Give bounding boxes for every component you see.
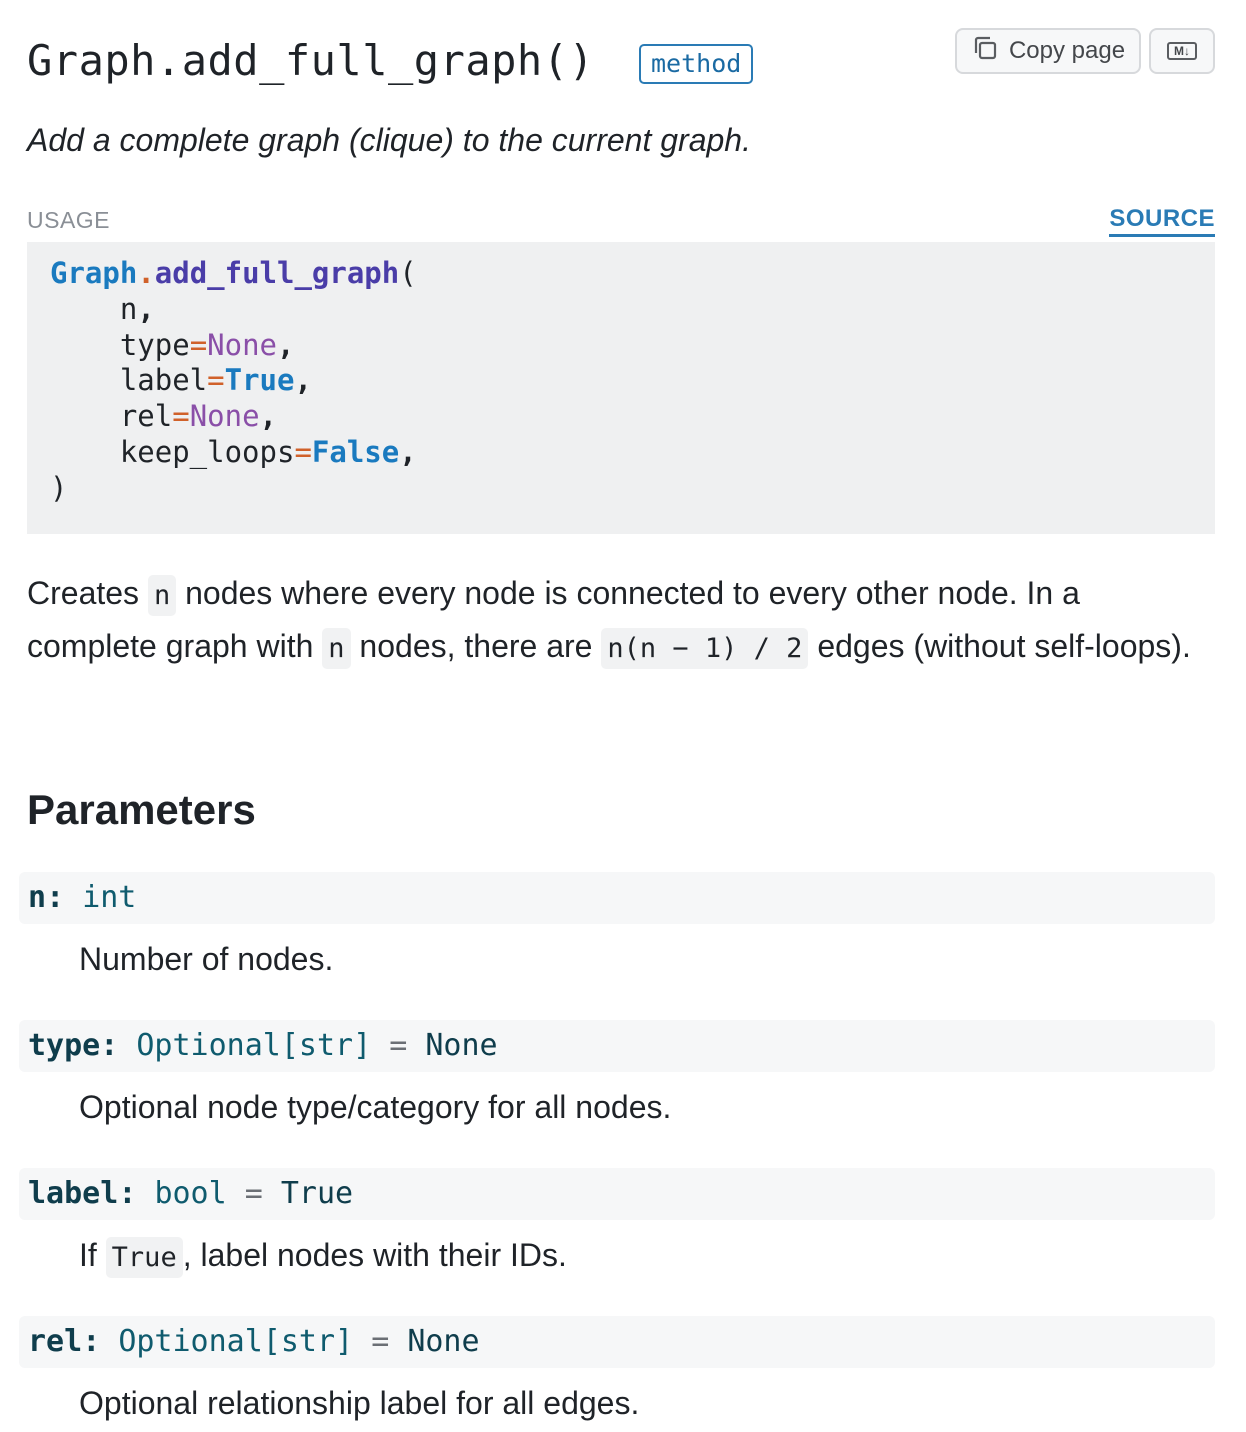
code-param-name: keep_loops	[119, 434, 295, 469]
copy-page-label: Copy page	[1008, 37, 1126, 64]
method-badge: method	[639, 44, 753, 84]
code-class: Graph	[50, 256, 138, 290]
page-title: Graph.add_full_graph()	[27, 36, 595, 85]
param-signature-label	[19, 1168, 1215, 1220]
code-comma: ,	[294, 363, 312, 398]
code-equals: =	[172, 399, 190, 434]
code-equals: =	[189, 327, 208, 362]
param-default: True	[280, 1176, 354, 1211]
param-default: None	[407, 1324, 480, 1359]
code-equals: =	[207, 363, 225, 398]
code-comma: ,	[399, 434, 417, 469]
inline-code: n	[322, 628, 350, 669]
source-link[interactable]: SOURCE	[1109, 205, 1215, 237]
usage-label: USAGE	[27, 207, 111, 233]
param-name: label	[28, 1176, 119, 1211]
param-equals: =	[244, 1176, 263, 1211]
param-description-n: Number of nodes.	[79, 941, 334, 977]
param-colon: :	[46, 880, 65, 915]
param-description-rel: Optional relationship label for all edges.	[79, 1385, 640, 1421]
code-close-paren: )	[50, 470, 68, 505]
method-description	[27, 568, 1217, 674]
param-colon: :	[118, 1176, 137, 1211]
code-dot: .	[137, 256, 155, 290]
markdown-icon: M↓	[1167, 42, 1197, 60]
code-param-name: n	[119, 291, 138, 326]
param-type: Optional[str]	[136, 1028, 372, 1063]
code-param-value: True	[224, 363, 295, 398]
code-param-value: False	[311, 434, 400, 469]
usage-code-block	[27, 242, 1215, 534]
code-param-name: rel	[119, 399, 173, 434]
description-text: nodes where every node is connected to every other node. In a complete graph with	[27, 575, 1080, 664]
copy-page-button[interactable]	[955, 28, 1141, 74]
description-text: nodes, there are	[350, 628, 602, 664]
description-text: Creates	[27, 575, 148, 611]
parameters-heading: Parameters	[27, 786, 256, 833]
param-equals: =	[389, 1028, 408, 1063]
param-type: int	[82, 880, 137, 915]
param-signature-rel	[19, 1316, 1215, 1368]
description-text: , label nodes with their IDs.	[182, 1237, 567, 1273]
inline-code: True	[106, 1237, 183, 1278]
markdown-button[interactable]	[1149, 28, 1215, 74]
code-function: add_full_graph	[154, 256, 400, 290]
code-comma: ,	[137, 291, 155, 326]
param-description-type: Optional node type/category for all nodes.	[79, 1089, 672, 1125]
code-param-name: type	[119, 327, 190, 362]
param-name: n	[28, 880, 47, 915]
code-equals: =	[294, 434, 312, 469]
param-signature-type	[19, 1020, 1215, 1072]
code-param-value: None	[189, 399, 260, 434]
inline-code: n	[148, 575, 176, 616]
code-param-name: label	[119, 363, 208, 398]
copy-icon	[971, 34, 999, 69]
param-description-label	[79, 1237, 567, 1274]
code-comma: ,	[259, 399, 278, 434]
param-type: bool	[154, 1176, 227, 1211]
code-comma: ,	[277, 327, 295, 362]
param-default: None	[425, 1028, 498, 1063]
description-text: If	[79, 1237, 106, 1273]
method-summary: Add a complete graph (clique) to the current graph.	[27, 122, 751, 158]
param-type: Optional[str]	[118, 1324, 354, 1359]
param-colon: :	[100, 1028, 119, 1063]
inline-code: n(n − 1) / 2	[601, 628, 808, 669]
param-equals: =	[371, 1324, 390, 1359]
description-text: edges (without self-loops).	[808, 628, 1191, 664]
param-signature-n	[19, 872, 1215, 924]
code-param-value: None	[207, 327, 277, 362]
param-colon: :	[82, 1324, 101, 1359]
param-name: type	[28, 1028, 101, 1063]
code-open-paren: (	[399, 256, 417, 290]
param-name: rel	[28, 1324, 83, 1359]
